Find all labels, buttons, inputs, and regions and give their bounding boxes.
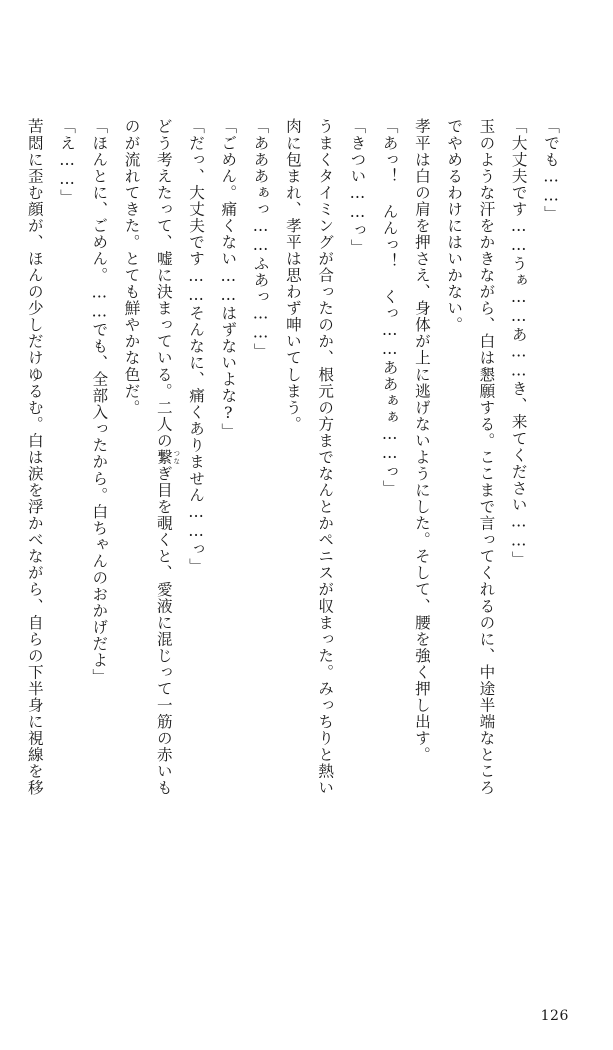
novel-body-text — [25, 118, 567, 978]
paragraph: 玉のような汗をかきながら、白は懇願する。ここまで言ってくれるのに、中途半端なところ — [477, 118, 496, 796]
paragraph: 「え……」 — [58, 118, 77, 206]
paragraph: 「きつい……っ」 — [348, 118, 367, 256]
paragraph: 「ほんとに、ごめん。……でも、全部入ったから。白ちゃんのおかげだよ」 — [90, 118, 109, 686]
ruby-reading: つな — [171, 448, 180, 466]
paragraph: 「でも……」 — [542, 118, 560, 223]
paragraph: うまくタイミングが合ったのか、根元の方までなんとかペニスが収まった。みっちりと熱い — [316, 118, 335, 796]
paragraph: 「あああぁっ……ふあっ……」 — [251, 118, 270, 360]
ruby-base: 繋 — [154, 448, 173, 466]
paragraph-text-before-ruby: どう考えたって、嘘に決まっている。二人の — [154, 118, 173, 449]
paragraph: 肉に包まれ、孝平は思わず呻いてしまう。 — [283, 118, 302, 433]
ruby-annotation — [154, 448, 180, 466]
paragraph: 孝平は白の肩を押さえ、身体が上に逃げないようにした。そして、腰を強く押し出す。 — [412, 118, 431, 763]
paragraph: 「だっ、大丈夫です……そんなに、痛くありません……っ」 — [187, 118, 206, 575]
paragraph-text-after-ruby: ぎ目を覗くと、愛液に混じって一筋の赤いも — [154, 465, 173, 797]
paragraph: 「あっ！ んんっ！ くっ……ああぁぁ……っ」 — [380, 118, 399, 497]
paragraph: でやめるわけにはいかない。 — [445, 118, 464, 333]
page-number: 126 — [540, 1008, 569, 1024]
paragraph: 「大丈夫です……うぁ……あ……き、来てください……」 — [509, 118, 528, 568]
paragraph-with-ruby — [148, 118, 180, 978]
paragraph: のが流れてきた。とても鮮やかな色だ。 — [122, 118, 141, 416]
paragraph: 苦悶に歪む顔が、ほんの少しだけゆるむ。白は涙を浮かべながら、自らの下半身に視線を移 — [25, 118, 44, 796]
paragraph: 「ごめん。痛くない……はずないよな?」 — [219, 118, 238, 440]
